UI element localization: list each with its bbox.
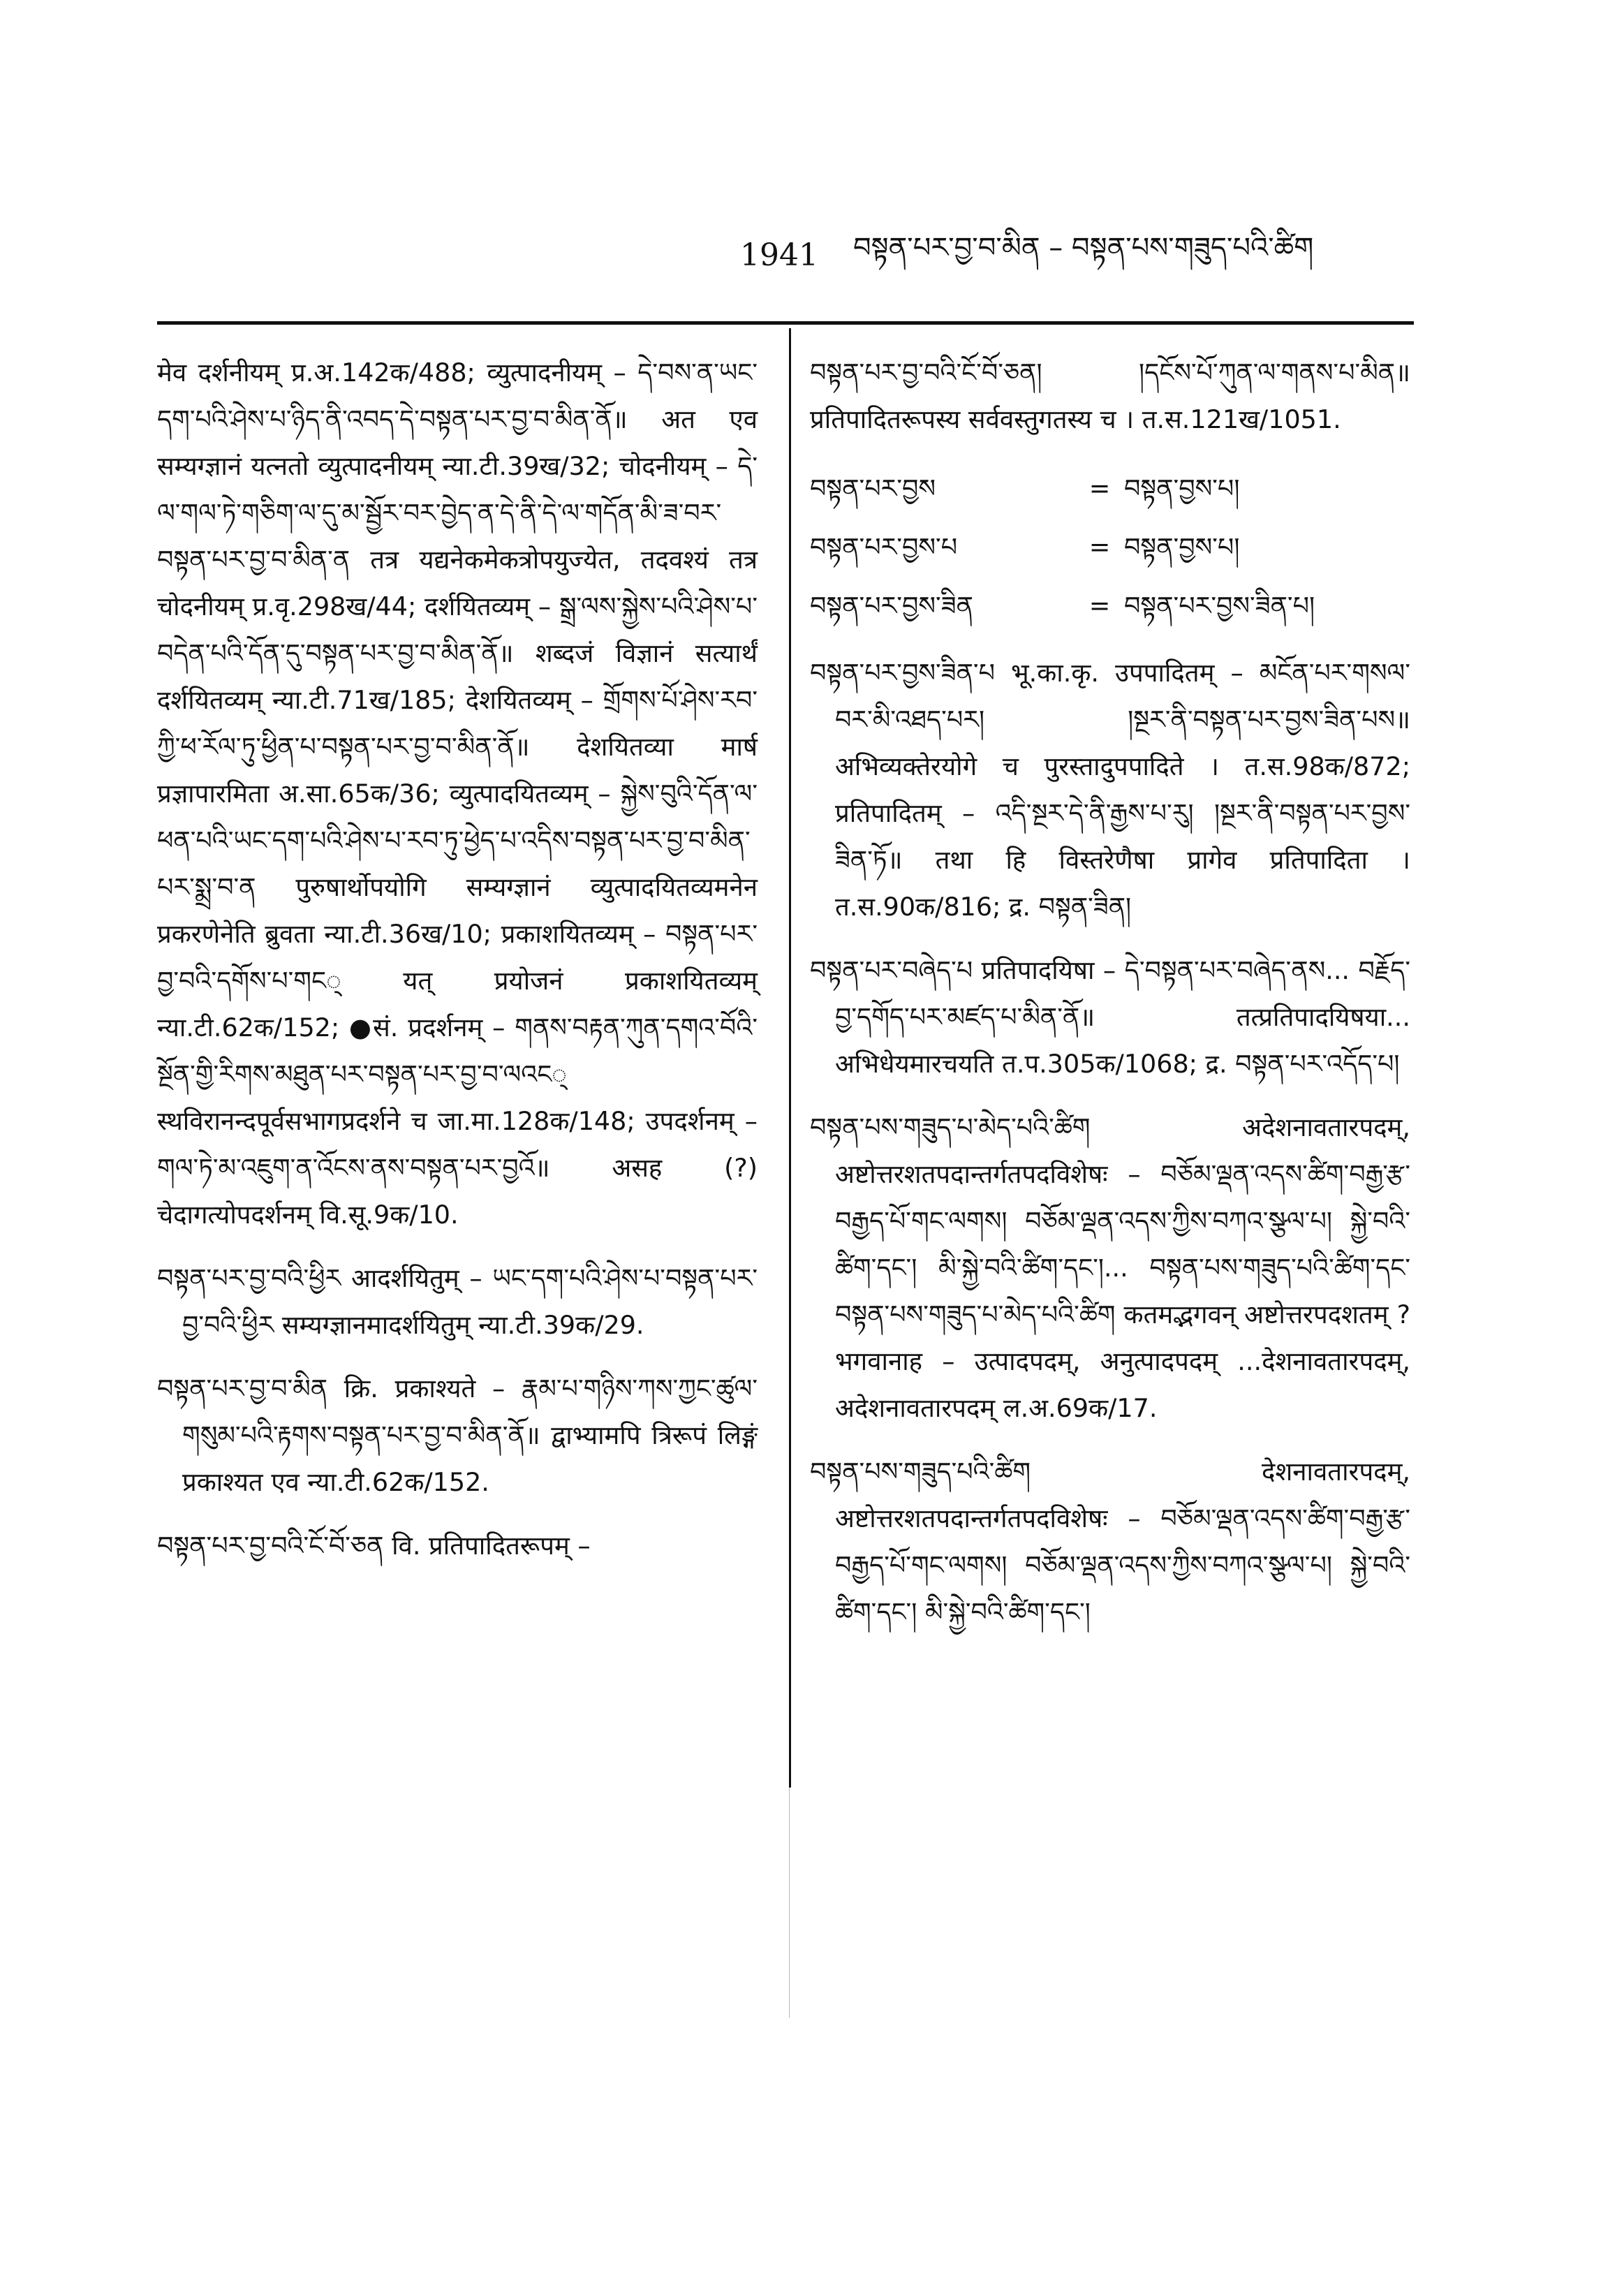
equivalence-term: བསྟན་པར་བྱས: [810, 473, 936, 503]
equivalence-list: [810, 459, 1410, 635]
dictionary-entry: मेव दर्शनीयम् प्र.अ.142क/488; व्युत्पादनीयम् – དེ་བས་ན་ཡང་དག་པའི་ཤེས་པ་ཉིད་ནི་འབད་དེ་བསྟན་པར་བྱ་བ་མིན་ནོ॥ अत एव सम्यग्ज्ञानं यत्नतो व्युत्पादनीयम् न्या.टी.39ख/32; चोदनीयम् – དེ་ལ་གལ་ཏེ་གཅིག་ལ་དུ་མ་སྦྱོར་བར་བྱེད་ན་དེ་ནི་དེ་ལ་གདོན་མི་ཟ་བར་བསྟན་པར་བྱ་བ་མིན་ན तत्र यद्यनेकमेकत्रोपयुज्येत, तदवश्यं तत्र चोदनीयम् प्र.वृ.298ख/44; दर्शयितव्यम् – སྒྲ་ལས་སྐྱེས་པའི་ཤེས་པ་བདེན་པའི་དོན་དུ་བསྟན་པར་བྱ་བ་མིན་ནོ॥ शब्दजं विज्ञानं सत्यार्थं दर्शयितव्यम् न्या.टी.71ख/185; देशयितव्यम् – གྲོགས་པོ་ཤེས་རབ་ཀྱི་ཕ་རོལ་ཏུ་ཕྱིན་པ་བསྟན་པར་བྱ་བ་མིན་ནོ॥ देशयितव्या मार्ष प्रज्ञापारमिता अ.सा.65क/36; व्युत्पादयितव्यम् – སྐྱེས་བུའི་དོན་ལ་ཕན་པའི་ཡང་དག་པའི་ཤེས་པ་རབ་ཏུ་ཕྱེད་པ་འདིས་བསྟན་པར་བྱ་བ་མིན་པར་སྨྲ་བ་ན पुरुषार्थोपयोगि सम्यग्ज्ञानं व्युत्पादयितव्यमनेन प्रकरणेनेति ब्रुवता न्या.टी.36ख/10; प्रकाशयितव्यम् – བསྟན་པར་བྱ་བའི་དགོས་པ་གང् यत् प्रयोजनं प्रकाशयितव्यम् न्या.टी.62क/152; ●सं. प्रदर्शनम् – གནས་བརྟན་ཀུན་དགའ་བོའི་སྔོན་གྱི་རིགས་མཐུན་པར་བསྟན་པར་བྱ་བ་ལའང् स्थविरानन्दपूर्वसभागप्रदर्शने च जा.मा.128क/148; उपदर्शनम् – གལ་ཏེ་མ་འཇུག་ན་འོངས་ནས་བསྟན་པར་བྱའོ॥ असह (?) चेदागत्योपदर्शनम् वि.सू.9क/10.: [157, 358, 758, 1230]
dictionary-entry: བསྟན་པས་གཟུད་པ་མེད་པའི་ཚིག अदेशनावतारपदम्, अष्टोत्तरशतपदान्तर्गतपदविशेषः – བཅོམ་ལྡན་འདས་ཚིག་བརྒྱ་རྩ་བརྒྱད་པོ་གང་ལགས། བཅོམ་ལྡན་འདས་ཀྱིས་བཀའ་སྩལ་པ། སྐྱེ་བའི་ཚིག་དང་། མི་སྐྱེ་བའི་ཚིག་དང་།... བསྟན་པས་གཟུད་པའི་ཚིག་དང་ བསྟན་པས་གཟུད་པ་མེད་པའི་ཚིག कतमद्भगवन् अष्टोत्तरपदशतम् ? भगवानाह – उत्पादपदम्, अनुत्पादपदम् ...देशनावतारपदम्, अदेशनावतारपदम् ल.अ.69क/17.: [810, 1112, 1410, 1423]
equivalence-term: བསྟན་པར་བྱས་པ: [810, 532, 958, 562]
equivalence-target: བསྟན་པར་བྱས་ཟིན་པ།: [1124, 591, 1315, 621]
dictionary-entry: བསྟན་པར་བྱ་བའི་ངོ་བོ་ཅན वि. प्रतिपादितरूपम् –: [157, 1531, 591, 1561]
running-head: བསྟན་པར་བྱ་བ་མིན – བསྟན་པས་གཟུད་པའི་ཚིག: [852, 231, 1314, 264]
equals-sign: =: [1088, 532, 1111, 562]
page-header: [740, 227, 1410, 283]
column-divider-faint: [789, 1788, 790, 2018]
page-number: 1941: [740, 237, 818, 273]
dictionary-entry: བསྟན་པར་བཞེད་པ प्रतिपादयिषा – དེ་བསྟན་པར་བཞེད་ནས... བརྗོད་བྱ་དགོད་པར་མཛད་པ་མིན་ནོ॥ तत्प्रतिपादयिषया... अभिधेयमारचयति त.प.305क/1068; द्र. བསྟན་པར་འདོད་པ།: [810, 955, 1410, 1079]
dictionary-entry: བསྟན་པར་བྱ་བའི་ཕྱིར आदर्शयितुम् – ཡང་དག་པའི་ཤེས་པ་བསྟན་པར་བྱ་བའི་ཕྱིར सम्यग्ज्ञानमादर्शयितुम् न्या.टी.39क/29.: [157, 1263, 758, 1340]
dictionary-entry: བསྟན་པས་གཟུད་པའི་ཚིག देशनावतारपदम्, अष्टोत्तरशतपदान्तर्गतपदविशेषः – བཅོམ་ལྡན་འདས་ཚིག་བརྒྱ་རྩ་བརྒྱད་པོ་གང་ལགས། བཅོམ་ལྡན་འདས་ཀྱིས་བཀའ་སྩལ་པ། སྐྱེ་བའི་ཚིག་དང་། མི་སྐྱེ་བའི་ཚིག་དང་།: [810, 1457, 1410, 1627]
right-column: [810, 349, 1410, 1652]
dictionary-entry-continued: བསྟན་པར་བྱ་བའི་ངོ་བོ་ཅན། །དངོས་པོ་ཀུན་ལ་གནས་པ་མིན॥ प्रतिपादितरूपस्य सर्ववस्तुगतस्य च । त.स.121ख/1051.: [810, 358, 1410, 434]
equivalence-target: བསྟན་བྱས་པ།: [1124, 532, 1240, 562]
header-rule: [157, 321, 1414, 325]
column-divider: [789, 328, 791, 1788]
left-column: [157, 349, 758, 1586]
equivalence-row: [810, 459, 1410, 518]
equals-sign: =: [1088, 591, 1111, 621]
dictionary-entry: བསྟན་པར་བྱ་བ་མིན क्रि. प्रकाश्यते – རྣམ་པ་གཉིས་ཀས་ཀྱང་ཚུལ་གསུམ་པའི་རྟགས་བསྟན་པར་བྱ་བ་མིན་ནོ॥ द्वाभ्यामपि त्रिरूपं लिङ्गं प्रकाश्यत एव न्या.टी.62क/152.: [157, 1373, 758, 1497]
equivalence-term: བསྟན་པར་བྱས་ཟིན: [810, 591, 973, 621]
equivalence-row: [810, 518, 1410, 577]
equals-sign: =: [1088, 473, 1111, 503]
dictionary-entry: བསྟན་པར་བྱས་ཟིན་པ भू.का.कृ. उपपादितम् – མངོན་པར་གསལ་བར་མི་འཐད་པར། །སྔར་ནི་བསྟན་པར་བྱས་ཟིན་པས॥ अभिव्यक्तेरयोगे च पुरस्तादुपपादिते । त.स.98क/872; प्रतिपादितम् – འདི་སྔར་དེ་ནི་རྒྱས་པ་རུ། །སྔར་ནི་བསྟན་པར་བྱས་ཟིན་ཏོ॥ तथा हि विस्तरेणैषा प्रागेव प्रतिपादिता । त.स.90क/816; द्र. བསྟན་ཟིན།: [810, 658, 1410, 922]
equivalence-row: [810, 577, 1410, 635]
equivalence-target: བསྟན་བྱས་པ།: [1124, 473, 1240, 503]
